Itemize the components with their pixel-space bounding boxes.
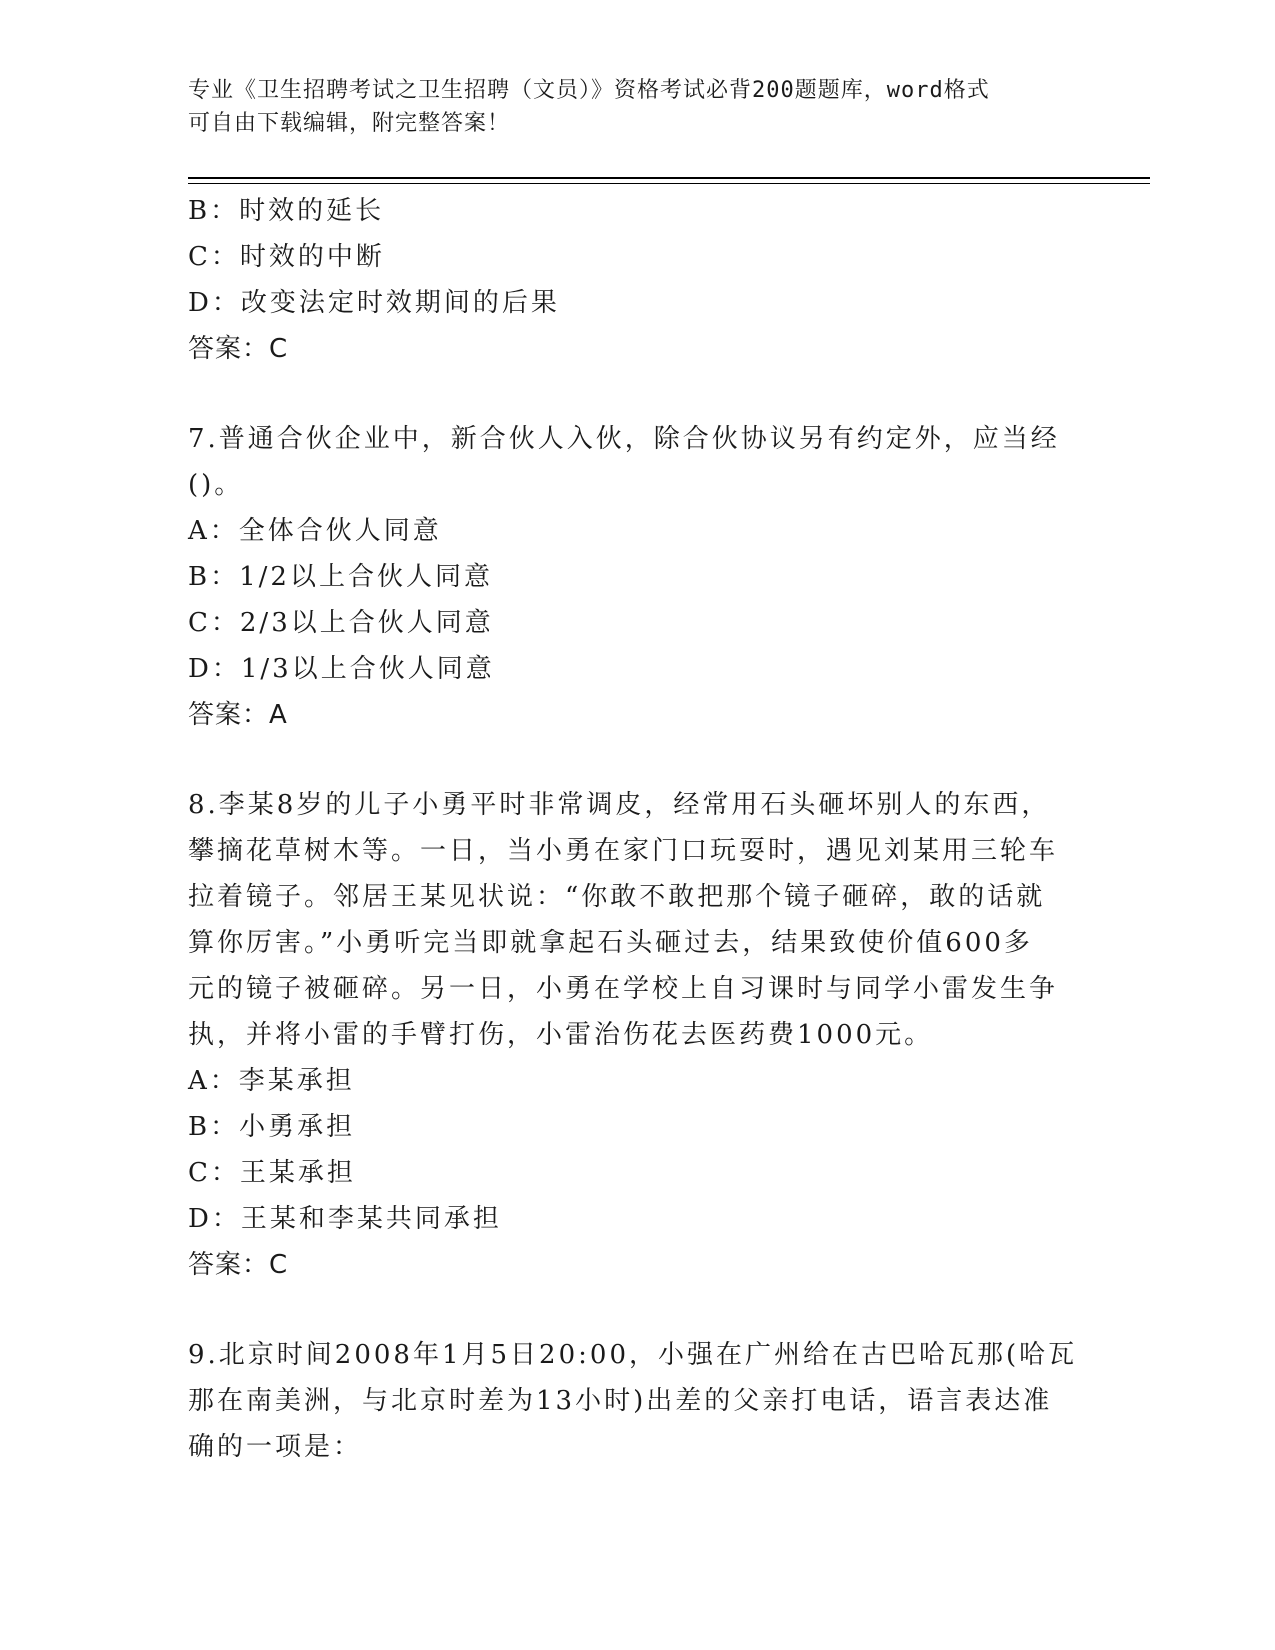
option-d: D：改变法定时效期间的后果 bbox=[188, 288, 560, 318]
question-7 bbox=[188, 416, 1068, 738]
question-8 bbox=[188, 782, 1068, 1288]
question-stem-line: 元的镜子被砸碎。另一日，小勇在学校上自习课时与同学小雷发生争 bbox=[188, 974, 1059, 1004]
option-a: A：全体合伙人同意 bbox=[188, 516, 442, 546]
question-stem-line: 确的一项是： bbox=[188, 1432, 363, 1462]
question-stem-line: 9.北京时间2008年1月5日20:00，小强在广州给在古巴哈瓦那(哈瓦 bbox=[188, 1340, 1078, 1370]
option-c: C：2/3以上合伙人同意 bbox=[188, 608, 494, 638]
question-gap bbox=[188, 1288, 1068, 1332]
question-gap bbox=[188, 738, 1068, 782]
question-stem-line: ()。 bbox=[188, 470, 244, 500]
option-b: B：时效的延长 bbox=[188, 196, 385, 226]
question-stem-line: 拉着镜子。邻居王某见状说：“你敢不敢把那个镜子砸碎，敢的话就 bbox=[188, 882, 1046, 912]
option-a: A：李某承担 bbox=[188, 1066, 355, 1096]
document-header bbox=[188, 74, 1068, 140]
question-stem-line: 那在南美洲，与北京时差为13小时)出差的父亲打电话，语言表达准 bbox=[188, 1386, 1053, 1416]
document-body bbox=[188, 188, 1078, 1470]
question-stem-line: 算你厉害。”小勇听完当即就拿起石头砸过去，结果致使价值600多 bbox=[188, 928, 1033, 958]
header-subtitle-line: 可自由下载编辑，附完整答案！ bbox=[188, 111, 511, 136]
option-b: B：小勇承担 bbox=[188, 1112, 356, 1142]
option-c: C：王某承担 bbox=[188, 1158, 356, 1188]
question-6-tail bbox=[188, 188, 1068, 372]
answer-line: 答案：C bbox=[188, 1250, 289, 1280]
header-rule-thick bbox=[188, 177, 1150, 179]
option-d: D：1/3以上合伙人同意 bbox=[188, 654, 495, 684]
question-9 bbox=[188, 1332, 1078, 1470]
question-stem-line: 攀摘花草树木等。一日，当小勇在家门口玩耍时，遇见刘某用三轮车 bbox=[188, 836, 1059, 866]
question-stem-line: 8.李某8岁的儿子小勇平时非常调皮，经常用石头砸坏别人的东西， bbox=[188, 790, 1051, 820]
answer-line: 答案：C bbox=[188, 334, 289, 364]
option-b: B：1/2以上合伙人同意 bbox=[188, 562, 493, 592]
answer-line: 答案：A bbox=[188, 700, 288, 730]
question-stem-line: 执，并将小雷的手臂打伤，小雷治伤花去医药费1000元。 bbox=[188, 1020, 934, 1050]
question-stem-line: 7.普通合伙企业中，新合伙人入伙，除合伙协议另有约定外，应当经 bbox=[188, 424, 1060, 454]
header-title-line: 专业《卫生招聘考试之卫生招聘（文员）》资格考试必背200题题库，word格式 bbox=[188, 78, 990, 103]
header-rule-thin bbox=[188, 183, 1150, 184]
question-gap bbox=[188, 372, 1068, 416]
option-c: C：时效的中断 bbox=[188, 242, 385, 272]
option-d: D：王某和李某共同承担 bbox=[188, 1204, 502, 1234]
